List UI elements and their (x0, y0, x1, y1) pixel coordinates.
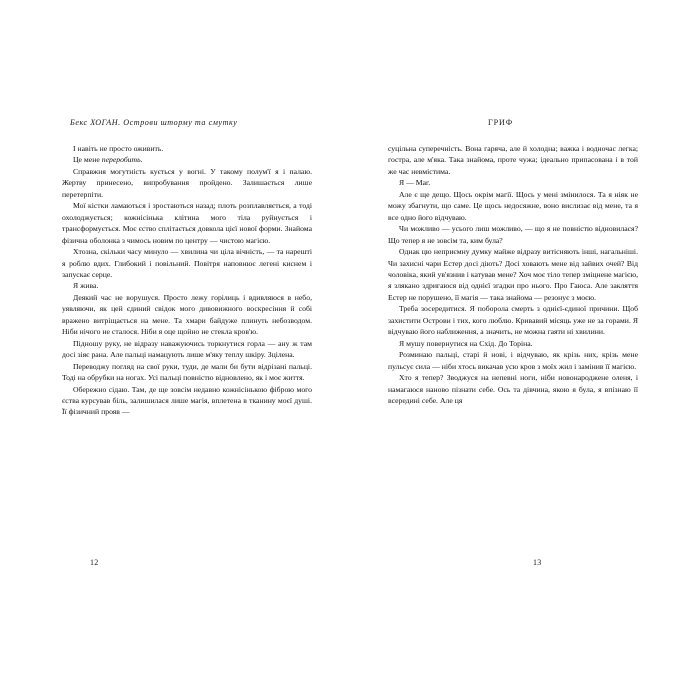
paragraph: Хтозна, скільки часу минуло — хвилина чи ціла вічність, — та нарешті я роблю вдих. Глибокий і повільний. Повітря наповнює легені киснем і запускає серце. (62, 247, 312, 279)
left-running-head: Бекс ХОГАН. Острови шторму та смутку (70, 118, 238, 127)
paragraph: Чи можливо — усього лиш можливо, — що я не повністю відновилася? Що тепер я не зовсім та, ким була? (388, 224, 638, 245)
left-page-body (62, 143, 312, 700)
left-page-number: 12 (90, 558, 99, 567)
emphasis-word: переробить (101, 155, 141, 165)
paragraph: Я — Маг. (399, 178, 431, 188)
right-page-body (388, 143, 638, 700)
right-page-textblock (388, 118, 638, 700)
paragraph: Підношу руку, не відразу наважуючись торкнутися горла — ану ж там досі зіяє рана. Але пальці намацують лише м'яку теплу шкіру. Зцілена. (62, 338, 312, 360)
paragraph: Мої кістки ламаються і зростаються назад; плоть розплавляється, а тоді охолоджується; кожнісінька клітина мого тіла руйнується і трансформується. Моє єство сплітається довкола цієї нової форми. Знайома фізична оболонка з чимось новим по центру — чистою магією. (62, 201, 312, 245)
paragraph: І навіть не просто оживить. (73, 144, 164, 153)
paragraph-lead: Це мене (73, 155, 102, 165)
paragraph: Деякий час не ворушуся. Просто лежу горілиць і вдивляюся в небо, уявляючи, як цей єдиний свідок мого дивовижного воскресіння й собі вражено витріщається на мене. Та хмари байдуже плинуть небозводом. Ніби нічого не сталося. Ніби я оце щойно не стекла кров'ю. (62, 292, 312, 337)
paragraph: Хто я тепер? Зводжуся на непевні ноги, ніби новонароджене оленя, і намагаюся наново пізнати себе. Ось та дівчина, якою я була, я впізнаю її всередині себе. Але ця (388, 373, 638, 405)
paragraph: Але є ще дещо. Щось окрім магії. Щось у мені змінилося. Та я ніяк не можу збагнути, що саме. Це щось недосяжне, воно вислизає від мене, та я все одно його відчуваю. (388, 189, 638, 222)
left-page-textblock (62, 118, 312, 700)
paragraph-trail: . (140, 155, 143, 165)
right-running-head: ГРИФ (488, 118, 514, 127)
paragraph: Треба зосередитися. Я поборола смерть з однієї-єдиної причини. Щоб захистити Острови і тих, кого люблю. Кривавий місяць уже не за горами. Я відчуваю його наближення, а значить, не можна гаяти ні хвилини. (388, 304, 638, 337)
paragraph: суцільна суперечність. Вона гаряча, але й холодна; важка і водночас легка; гостра, але м'яка. Така знайома, проте чужа; ідеально припасована і в той же час невмістима. (388, 144, 638, 176)
paragraph: Я мушу повернутися на Схід. До Торіна. (399, 338, 533, 348)
paragraph: Обережно сідаю. Там, де ще зовсім недавно кожнісінькою фіброю мого єства курсував біль, залишилася лише магія, вплетена в тканину моєї душі. Її фізичний прояв — (62, 384, 312, 417)
paragraph: Переводжу погляд на свої руки, туди, де мали би бути відрізані пальці. Тоді на обрубки на ногах. Усі пальці повністю відновлено, як і моє життя. (62, 361, 312, 383)
paragraph: Розминаю пальці, старі й нові, і відчуваю, як крізь них, крізь мене пульсує сила — ніби хтось викачав усю кров з моїх жил і замінив її магією. (388, 350, 638, 371)
right-page (350, 0, 700, 700)
paragraph-emphasis (62, 154, 312, 165)
paragraph: Я жива. (73, 281, 99, 291)
paragraph: Однак цю неприємну думку майже відразу витісняють інші, нагальніші. Чи захисні чари Естер досі діють? Досі ховають мене від зайвих очей? Від чоловіка, який ув'язнив і катував мене? Хоч моє тіло тепер зміцнене магією, я злякано здригаюся від однієї згадки про нього. Про Гаюса. Але закляття Естер не порушено, її магія — така знайома — резонує з моєю. (388, 247, 638, 302)
right-page-number: 13 (533, 558, 542, 567)
paragraph: Справжня могутність кується у вогні. У такому полум'ї я і палаю. Жертву принесено, випробування пройдено. Залишається лише перетерпіти. (62, 166, 312, 199)
